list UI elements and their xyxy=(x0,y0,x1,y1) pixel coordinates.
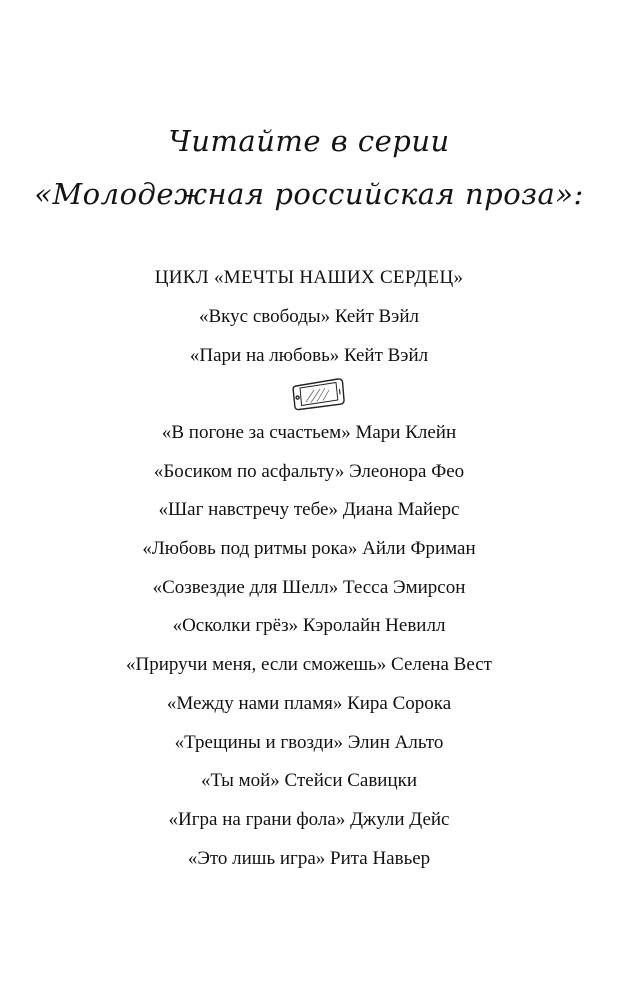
series-heading-line1: Читайте в серии xyxy=(168,124,450,158)
list-item: «Между нами пламя» Кира Сорока xyxy=(166,692,452,714)
list-item: «Вкус свободы» Кейт Вэйл xyxy=(199,306,419,327)
list-item: «Осколки грёз» Кэролайн Невилл xyxy=(172,615,446,637)
list-item: «Босиком по асфальту» Элеонора Фео xyxy=(153,460,465,482)
list-item: «Шаг навстречу тебе» Диана Майерс xyxy=(158,499,460,521)
list-item: «Приручи меня, если сможешь» Селена Вест xyxy=(126,654,492,676)
list-item: «Любовь под ритмы рока» Айли Фриман xyxy=(142,538,476,560)
smartphone-icon xyxy=(290,374,346,412)
list-item: «Это лишь игра» Рита Навьер xyxy=(187,847,431,869)
list-item: «Трещины и гвозди» Элин Альто xyxy=(174,731,444,753)
cycle-book-list xyxy=(0,305,618,382)
list-item: «В погоне за счастьем» Мари Клейн xyxy=(161,422,457,443)
list-item: «Созвездие для Шелл» Тесса Эмирсон xyxy=(152,576,466,598)
list-item: «Ты мой» Стейси Савицки xyxy=(200,770,418,792)
series-heading-line2: «Молодежная российская проза»: xyxy=(34,177,584,211)
list-item: «Пари на любовь» Кейт Вэйл xyxy=(189,344,429,366)
series-book-list xyxy=(0,421,618,885)
list-item: «Игра на грани фола» Джули Дейс xyxy=(168,808,450,830)
cycle-title: ЦИКЛ «МЕЧТЫ НАШИХ СЕРДЕЦ» xyxy=(154,267,464,288)
